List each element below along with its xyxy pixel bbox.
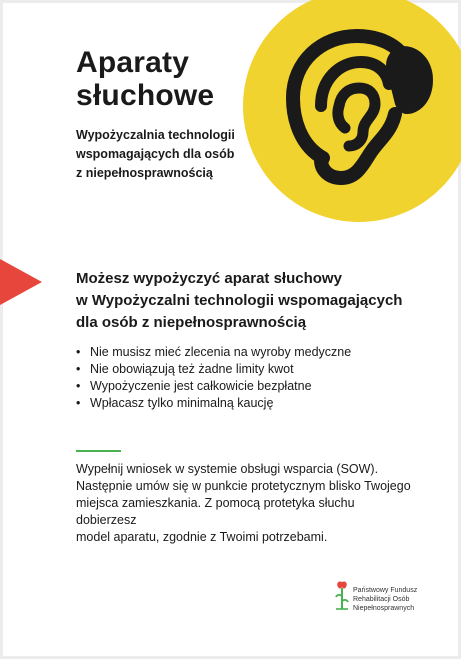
heading-line: dla osób z niepełnosprawnością xyxy=(76,314,307,331)
arrow-marker-icon xyxy=(0,259,42,305)
body-line: model aparatu, zgodnie z Twoimi potrzebami. xyxy=(76,530,328,544)
title-line: Aparaty xyxy=(76,46,190,79)
body-line: miejsca zamieszkania. Z pomocą protetyka słuchu dobierzesz xyxy=(76,496,355,527)
subtitle-line: z niepełnosprawnością xyxy=(76,166,213,180)
list-item: • Wypożyczenie jest całkowicie bezpłatne xyxy=(76,378,351,395)
body-line: Następnie umów się w punkcie protetycznym blisko Twojego xyxy=(76,479,411,493)
title-line: słuchowe xyxy=(76,79,215,112)
pfron-logo xyxy=(334,578,434,616)
heading-line: w Wypożyczalni technologii wspomagających xyxy=(76,292,403,309)
pfron-logo-text xyxy=(353,586,417,613)
page-title xyxy=(76,46,214,112)
section-heading xyxy=(76,268,416,334)
body-line: Wypełnij wniosek w systemie obsługi wsparcia (SOW). xyxy=(76,462,379,476)
benefits-list xyxy=(76,344,351,412)
list-item: • Wpłacasz tylko minimalną kaucję xyxy=(76,395,351,412)
green-divider xyxy=(76,450,121,452)
pfron-logo-icon xyxy=(334,578,350,611)
page-subtitle xyxy=(76,126,266,183)
body-paragraph xyxy=(76,461,416,546)
logo-text-line: Państwowy Fundusz xyxy=(353,587,418,594)
list-item: • Nie musisz mieć zlecenia na wyroby medyczne xyxy=(76,344,351,361)
subtitle-line: wspomagających dla osób xyxy=(76,147,235,161)
subtitle-line: Wypożyczalnia technologii xyxy=(76,128,235,142)
list-item: • Nie obowiązują też żadne limity kwot xyxy=(76,361,351,378)
logo-text-line: Rehabilitacji Osób xyxy=(353,596,410,603)
logo-text-line: Niepełnosprawnych xyxy=(353,605,415,612)
heading-line: Możesz wypożyczyć aparat słuchowy xyxy=(76,270,342,287)
ear-hearing-aid-icon xyxy=(283,28,443,188)
